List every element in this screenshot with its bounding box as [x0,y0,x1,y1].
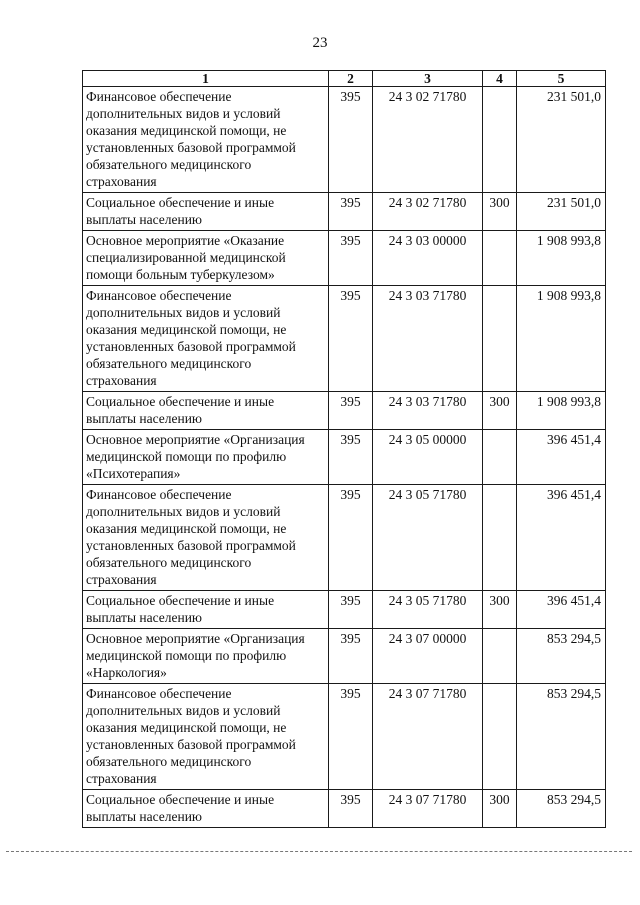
cell-code: 24 3 03 00000 [373,231,483,286]
cell-type [483,231,517,286]
table-row [83,286,606,392]
cell-code: 24 3 05 71780 [373,485,483,591]
cell-type [483,629,517,684]
cell-type [483,87,517,193]
cell-type: 300 [483,193,517,231]
cell-code: 24 3 05 71780 [373,591,483,629]
table-row [83,591,606,629]
cell-code: 24 3 07 71780 [373,684,483,790]
table-row [83,790,606,828]
budget-table [82,70,606,828]
cell-code: 24 3 03 71780 [373,392,483,430]
cell-type: 300 [483,790,517,828]
cell-ministry: 395 [329,231,373,286]
table-row [83,231,606,286]
cell-amount: 231 501,0 [517,87,606,193]
cell-type [483,684,517,790]
cell-name: Финансовое обеспечение дополнительных видов и условий оказания медицинской помощи, не установленных базовой программой обязательного медицинского страхования [83,286,329,392]
cell-name: Финансовое обеспечение дополнительных видов и условий оказания медицинской помощи, не установленных базовой программой обязательного медицинского страхования [83,485,329,591]
cell-amount: 396 451,4 [517,591,606,629]
cell-name: Основное мероприятие «Организация медицинской помощи по профилю «Психотерапия» [83,430,329,485]
table-row [83,629,606,684]
cell-amount: 1 908 993,8 [517,392,606,430]
cell-code: 24 3 02 71780 [373,193,483,231]
cell-name: Социальное обеспечение и иные выплаты населению [83,790,329,828]
cell-type [483,286,517,392]
cell-amount: 853 294,5 [517,790,606,828]
cell-code: 24 3 03 71780 [373,286,483,392]
cell-amount: 396 451,4 [517,430,606,485]
cell-name: Финансовое обеспечение дополнительных видов и условий оказания медицинской помощи, не установленных базовой программой обязательного медицинского страхования [83,87,329,193]
cell-amount: 853 294,5 [517,629,606,684]
column-header-code: 3 [373,71,483,87]
cell-name: Социальное обеспечение и иные выплаты населению [83,591,329,629]
cell-code: 24 3 02 71780 [373,87,483,193]
table-row [83,392,606,430]
cell-name: Социальное обеспечение и иные выплаты населению [83,193,329,231]
cell-amount: 231 501,0 [517,193,606,231]
cell-ministry: 395 [329,87,373,193]
table-row [83,430,606,485]
cell-type: 300 [483,392,517,430]
cell-amount: 1 908 993,8 [517,286,606,392]
cell-type [483,430,517,485]
cell-ministry: 395 [329,629,373,684]
cell-ministry: 395 [329,591,373,629]
column-header-ministry: 2 [329,71,373,87]
cell-ministry: 395 [329,790,373,828]
table-row [83,684,606,790]
table-header-row [83,71,606,87]
cell-amount: 396 451,4 [517,485,606,591]
cell-ministry: 395 [329,286,373,392]
column-header-name: 1 [83,71,329,87]
cell-ministry: 395 [329,193,373,231]
table-row [83,485,606,591]
cell-name: Финансовое обеспечение дополнительных видов и условий оказания медицинской помощи, не установленных базовой программой обязательного медицинского страхования [83,684,329,790]
cell-ministry: 395 [329,430,373,485]
cell-code: 24 3 07 00000 [373,629,483,684]
column-header-amount: 5 [517,71,606,87]
cell-name: Основное мероприятие «Оказание специализированной медицинской помощи больным туберкулезом» [83,231,329,286]
table-body [83,87,606,828]
cell-amount: 1 908 993,8 [517,231,606,286]
table-row [83,193,606,231]
cell-ministry: 395 [329,485,373,591]
cell-ministry: 395 [329,392,373,430]
cell-type: 300 [483,591,517,629]
cell-code: 24 3 07 71780 [373,790,483,828]
footer-divider [6,851,632,852]
cell-name: Социальное обеспечение и иные выплаты населению [83,392,329,430]
table-row [83,87,606,193]
page-number: 23 [312,35,328,51]
column-header-type: 4 [483,71,517,87]
cell-type [483,485,517,591]
cell-name: Основное мероприятие «Организация медицинской помощи по профилю «Наркология» [83,629,329,684]
cell-ministry: 395 [329,684,373,790]
cell-code: 24 3 05 00000 [373,430,483,485]
cell-amount: 853 294,5 [517,684,606,790]
